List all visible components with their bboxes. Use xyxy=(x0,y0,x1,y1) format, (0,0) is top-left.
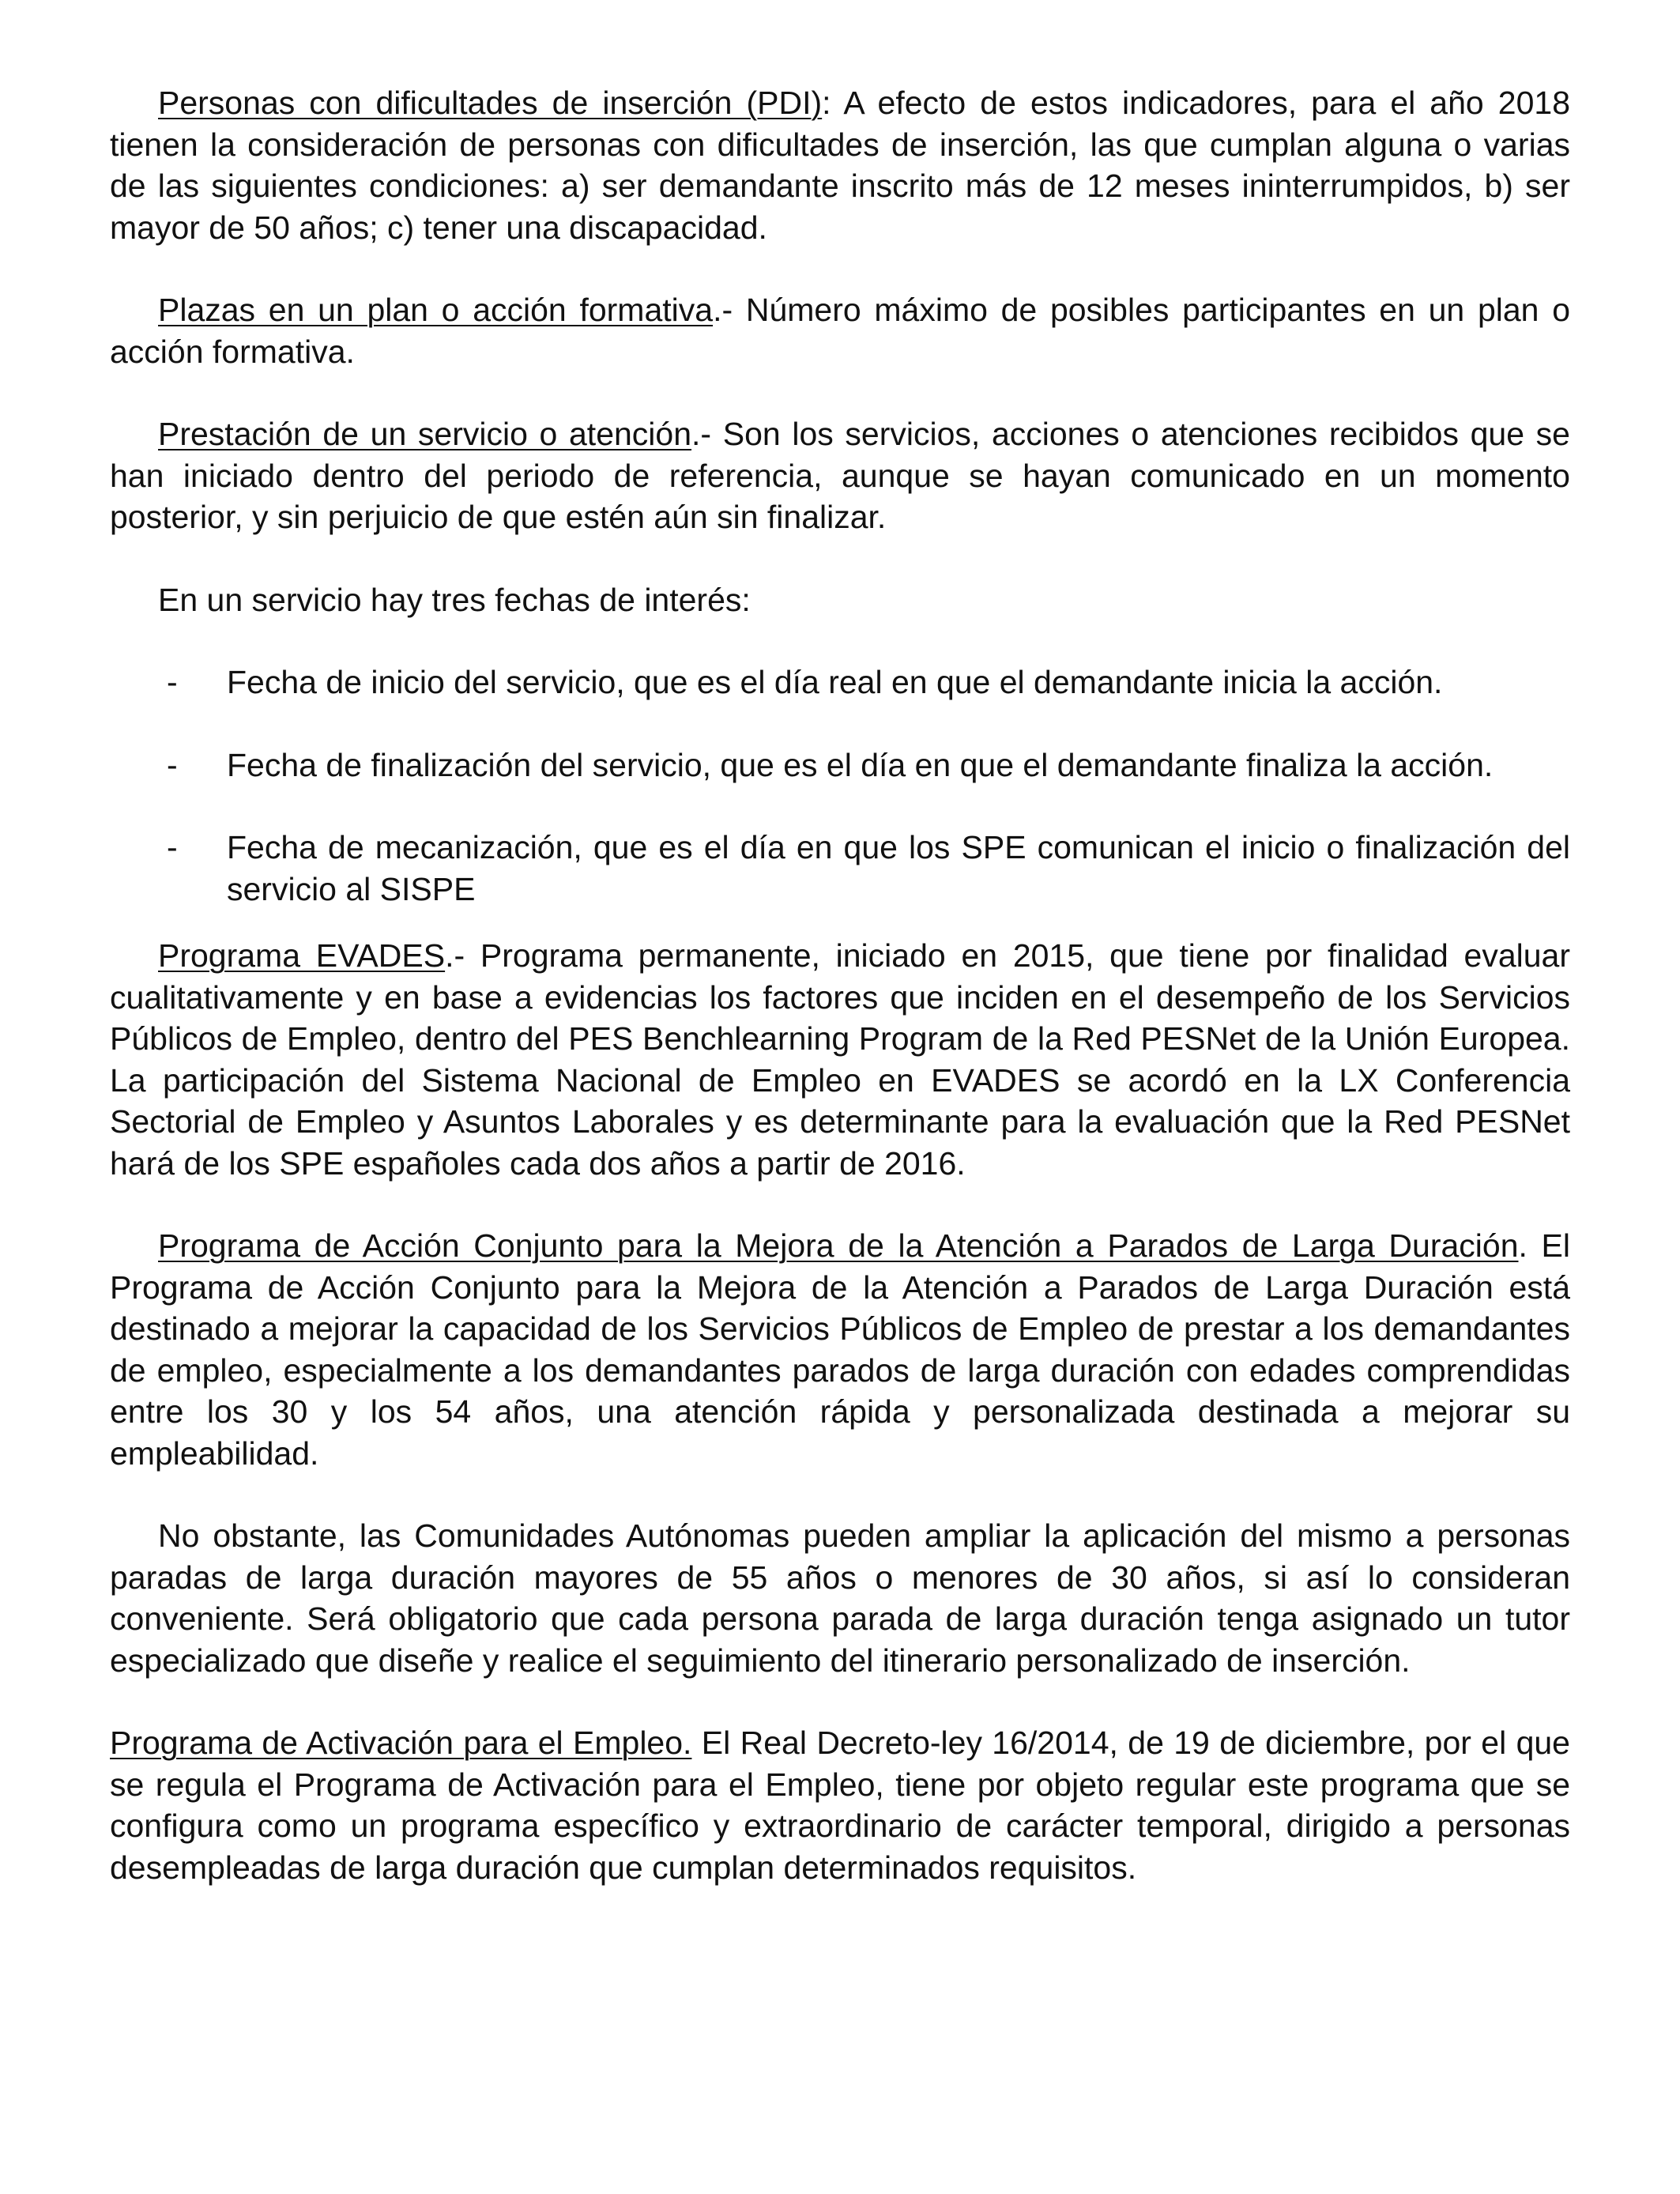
definition-pae: El Real Decreto-ley 16/2014, de 19 de diciembre, por el que se regula el Programa de Activación para el Empleo, tiene por objeto regular este programa que se configura como un programa específico y extraordinario de carácter temporal, dirigido a personas desempleadas de larga duración que cumplan determinados requisitos. xyxy=(110,1725,1570,1886)
paragraph-no-obstante xyxy=(110,1515,1570,1681)
list-item xyxy=(110,662,1570,703)
list-item xyxy=(110,745,1570,786)
list-item-text: Fecha de finalización del servicio, que es el día en que el demandante finaliza la acción. xyxy=(227,746,1494,783)
list-bullet: - xyxy=(167,746,178,783)
term-evades: Programa EVADES xyxy=(158,937,446,974)
paragraph-prestacion xyxy=(110,413,1570,538)
document-page xyxy=(110,82,1570,1929)
paragraph-evades xyxy=(110,935,1570,1184)
definition-evades: .- Programa permanente, iniciado en 2015, que tiene por finalidad evaluar cualitativamente y en base a evidencias los factores que inciden en el desempeño de los Servicios Públicos de Empleo, dentro del PES Benchlearning Program de la Red PESNet de la Unión Europea. La participación del Sistema Nacional de Empleo en EVADES se acordó en la LX Conferencia Sectorial de Empleo y Asuntos Laborales y es determinante para la evaluación que la Red PESNet hará de los SPE españoles cada dos años a partir de 2016. xyxy=(110,937,1571,1182)
paragraph-plazas xyxy=(110,289,1570,372)
term-prestacion: Prestación de un servicio o atención xyxy=(158,416,692,452)
definition-pac: . El Programa de Acción Conjunto para la Mejora de la Atención a Parados de Larga Duración está destinado a mejorar la capacidad de los Servicios Públicos de Empleo de prestar a los demandantes de empleo, especialmente a los demandantes parados de larga duración con edades comprendidas entre los 30 y los 54 años, una atención rápida y personalizada destinada a mejorar su empleabilidad. xyxy=(110,1227,1570,1472)
list-bullet: - xyxy=(167,664,178,700)
list-item xyxy=(110,827,1570,910)
no-obstante-text: No obstante, las Comunidades Autónomas pueden ampliar la aplicación del mismo a personas paradas de larga duración mayores de 55 años o menores de 30 años, si así lo consideran conveniente. Será obligatorio que cada persona parada de larga duración tenga asignado un tutor especializado que diseñe y realice el seguimiento del itinerario personalizado de inserción. xyxy=(110,1517,1570,1679)
fechas-intro-text: En un servicio hay tres fechas de interés: xyxy=(158,581,751,618)
fechas-list xyxy=(110,662,1570,910)
term-pdi: Personas con dificultades de inserción (PDI) xyxy=(158,85,823,121)
definition-prestacion: .- Son los servicios, acciones o atenciones recibidos que se han iniciado dentro del periodo de referencia, aunque se hayan comunicado en un momento posterior, y sin perjuicio de que estén aún sin finalizar. xyxy=(110,416,1570,535)
definition-plazas: .- Número máximo de posibles participantes en un plan o acción formativa. xyxy=(110,292,1570,370)
paragraph-fechas-intro xyxy=(110,579,1570,621)
list-item-text: Fecha de mecanización, que es el día en que los SPE comunican el inicio o finalización del servicio al SISPE xyxy=(227,829,1570,907)
list-item-text: Fecha de inicio del servicio, que es el día real en que el demandante inicia la acción. xyxy=(227,664,1443,700)
term-plazas: Plazas en un plan o acción formativa xyxy=(158,292,714,328)
term-pae: Programa de Activación para el Empleo. xyxy=(110,1725,692,1761)
paragraph-pac xyxy=(110,1225,1570,1474)
paragraph-pae xyxy=(110,1722,1570,1888)
list-bullet: - xyxy=(167,829,178,865)
definition-pdi: : A efecto de estos indicadores, para el año 2018 tienen la consideración de personas con dificultades de inserción, las que cumplan alguna o varias de las siguientes condiciones: a) ser demandante inscrito más de 12 meses ininterrumpidos, b) ser mayor de 50 años; c) tener una discapacidad. xyxy=(110,85,1570,246)
paragraph-pdi xyxy=(110,82,1570,248)
term-pac: Programa de Acción Conjunto para la Mejora de la Atención a Parados de Larga Duración xyxy=(158,1227,1519,1264)
